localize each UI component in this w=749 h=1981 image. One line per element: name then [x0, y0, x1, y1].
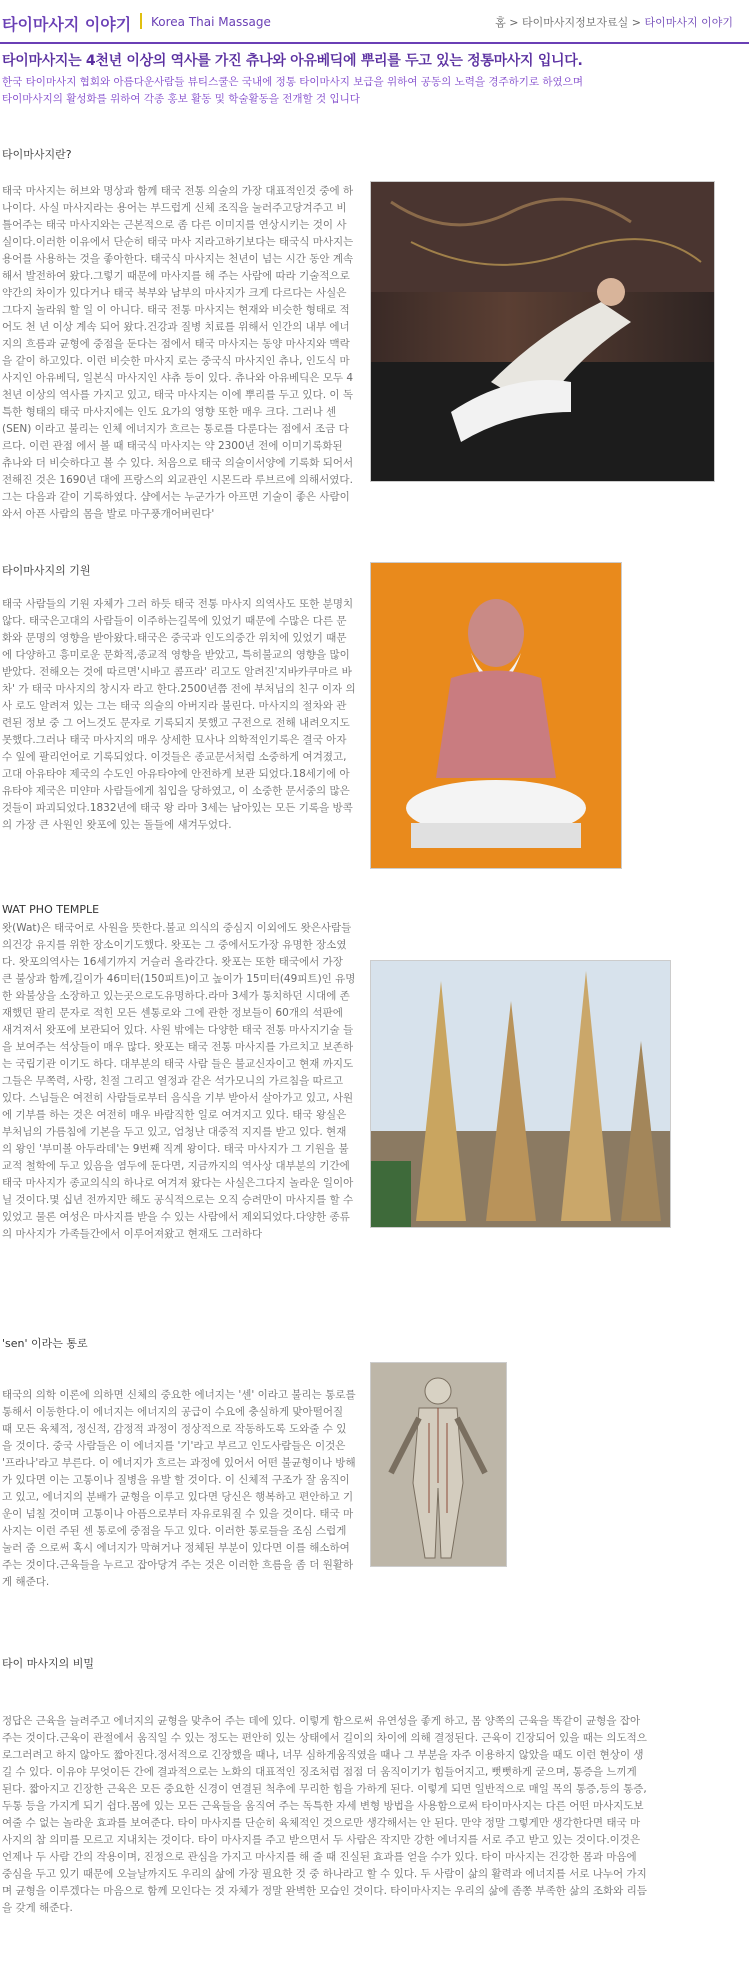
section-title: 타이마사지의 기원 — [2, 564, 91, 577]
paragraph: 태국의 의학 이론에 의하면 신체의 중요한 에너지는 '센' 이라고 불리는 통로를 통해서 이동한다.이 에너지는 에너지의 공급이 수요에 충실하게 맞아떨어질 때 모든 육체적, 정신적, 감정적 과정이 정상적으로 작동하도록 도와줄 수 있을 것이다. 중국 사람들은 이 에너지를 '기'라고 부르고 인도사람들은 이것은 '프라나'라고 부른다. 이 에너지가 흐르는 과정에 있어서 어떤 불균형이나 방해가 있다면 이는 고통이나 질병을 유발 할 것이다. 이 신체적 구조가 잘 움직이고 있고, 에너지의 분배가 균형을 이루고 있다면 당신은 행복하고 편안하고 기운이 넘칠 것이며 고통이나 아픔으로부터 자유로워질 수 있을 것이다. 태국 마사지는 이런 주된 센 통로에 중점을 두고 있다. 이러한 통로들을 조심 스럽게 눌러 줌 으로써 혹시 에너지가 막혀거나 정체된 부분이 있다면 이를 해소하여 주는 것이다.근육들을 누르고 잡아당겨 주는 것은 이러한 흐름을 좀 더 원활하게 해준다. — [2, 1389, 356, 1588]
page-subtitle: Korea Thai Massage — [151, 15, 271, 29]
intro-text — [2, 74, 747, 108]
paragraph: 왓(Wat)은 태국어로 사원을 뜻한다.불교 의식의 중심지 이외에도 왓은사람들의건강 유지를 위한 장소이기도했다. 왓포는 그 중에서도가장 유명한 장소였다. 왓포의역사는 16세기까지 거슬러 올라간다. 왓포는 또한 태국에서 가장 큰 불상과 함께,길이가 46미터(150피트)이고 높이가 15미터(49피트)인 유명한 와불상을 소장하고 있는곳으로도유명하다.라마 3세가 통치하던 시대에 존재했던 팔리 문자로 적힌 모든 센통로와 그에 관한 정보들이 60개의 석판에 새겨져서 왓포에 보관되어 있다. 사원 밖에는 다양한 태국 전통 마사지기술 들을 보여주는 석상들이 매우 많다. 왓포는 태국 전통 마사지를 가르치고 보존하는 국립기관 이기도 하다. 대부분의 태국 사람 들은 불교신자이고 현재 까지도 그들은 무쪽력, 사랑, 친절 그리고 열정과 같은 석가모니의 가르침을 따르고 있다. 스님들은 여전히 사람들로부터 음식을 기부 받아서 살아가고 있고, 사원에 기부를 하는 것은 여전히 매우 바람직한 일로 여겨지고 있다. 태국 왕실은 부처님의 가름침에 기본을 두고 있고, 엄청난 대중적 지지를 받고 있다. 현재의 왕인 '부미볼 아두라데'는 9번째 직계 왕이다. 태국 마사지가 그 기원을 불교적 철학에 두고 있음을 염두에 둔다면, 지금까지의 역사상 대부분의 기간에 태국 마사지가 종교의식의 하나로 여겨져 왔다는 사실은그다지 놀라운 일이아닐 것이다.몇 십년 전까지만 해도 공식적으로는 오직 승려만이 마사지를 할 수 있었고 물론 여성은 마사지를 받을 수 있는 사람에서 제외되었다.다양한 종류의 마사지가 가족들간에서 이루어져왔고 현재도 그러하다 — [2, 922, 356, 1240]
hermit-doctor-statue-photo — [370, 562, 622, 869]
page-header — [0, 0, 749, 44]
intro-line: 한국 타이마사지 협회와 아름다운사람들 뷰티스쿨은 국내에 정통 타이마사지 보급을 위하여 공동의 노력을 경주하기로 하였으며 — [2, 76, 583, 88]
paragraph: 정답은 근육을 늘려주고 에너지의 균형을 맞추어 주는 데에 있다. 이렇게 함으로써 유연성을 좋게 하고, 몸 양쪽의 근육을 똑같이 균형을 잡아주는 것이다.근육이 관절에서 움직일 수 있는 정도는 편안히 있는 상태에서 길이의 차이에 의해 결정된다. 근육이 긴장되어 있을 때는 의도적으로그러려고 하지 않아도 짧아진다.정서적으로 긴장했을 때나, 너무 심하게움직였을 때나 그 부분을 자주 이용하지 않았을 때도 이런 현상이 생길 수 있다. 이유야 무엇이든 간에 결과적으로는 노화의 대표적인 징조처럼 점점 더 움직이기가 힘들어지고, 뻣뻣하게 굳으며, 통증을 느끼게 된다. 짧아지고 긴장한 근육은 모든 중요한 신경이 연결된 척추에 무리한 힘을 가하게 된다. 이렇게 되면 일반적으로 매일 목의 통증,등의 통증,두통 등을 가지게 되기 쉽다.몸에 있는 모든 근육들을 움직여 주는 독특한 자세 변형 방법을 사용함으로써 타이마사지는 다른 어떤 마사지도보여줄 수 없는 놀라운 효과를 보여준다. 타이 마사지를 단순히 육체적인 것으로만 생각해서는 안 된다. 만약 정말 그렇게만 생각한다면 태국 마사지의 참 의미를 모르고 지내치는 것이다. 타이 마사지를 주고 받으면서 두 사람은 작지만 강한 에너지를 서로 주고 받고 있는 것이다.이것은 언제나 두 사람 간의 작용이며, 진정으로 관심을 가지고 마사지를 해 줄 때 진실된 효과를 얻을 수가 있다. 타이 마사지는 건강한 몸과 마음에 중심을 두고 있기 때문에 오늘날까지도 우리의 삶에 가장 필요한 것 중 하나라고 할 수 있다. 두 사람이 삶의 활력과 에너지를 서로 나누어 가지며 균형을 이루겠다는 마음으로 함께 모인다는 것 자체가 정말 완벽한 모습인 것이다. 타이마사지는 우리의 삶에 좀쫑 부족한 삶의 조화와 리듬을 갖게 해준다. — [2, 1715, 647, 1914]
wat-pho-temple-photo — [370, 960, 671, 1228]
breadcrumb-current: 타이마사지 이야기 — [644, 16, 733, 29]
paragraph: 태국 마사지는 허브와 명상과 함께 태국 전통 의술의 가장 대표적인것 중에 하나이다. 사실 마사지라는 용어는 부드럽게 신체 조직을 눌러주고당겨주고 비틀어주는 태국 마사지와는 근본적으로 좀 다른 이미지를 연상시키는 것이 사실이다.이러한 이유에서 단순히 태국 마사 지라고하기보다는 태국식 마사지는 용어를 사용하는 것을 좋아한다. 태국식 마사지는 천년이 넘는 시간 동안 계속해서 발전하여 왔다.그렇기 때문에 마사지를 해 주는 사람에 따라 기술적으로 약간의 차이가 있다거나 태국 북부와 남부의 마사지가 크게 다르다는 사실은 그다지 놀라워 할 일 이 아니다. 태국 전통 마사지는 현재와 비슷한 형태로 적어도 천 년 이상 계속 되어 왔다.건강과 질병 치료를 위해서 인간의 내부 에너지의 흐름과 균형에 중점을 둔다는 점에서 태국 마사지는 동양 마사지와 맥락을 같이 하고있다. 이런 비슷한 마사지 로는 중국식 마사지인 츄나, 인도식 마사지인 아유베딕, 일본식 마사지인 샤츄 등이 있다. 츄나와 아유베딕은 모두 4천년 이상의 역사를 가지고 있고, 태국 마사지는 이에 뿌리를 두고 있다. 이 독특한 형태의 태국 마사지에는 인도 요가의 영향 또한 매우 크다. 그러나 센 (SEN) 이라고 불리는 인체 에너지가 흐르는 통로를 다룬다는 점에서 조금 다르다. 이런 관점 에서 볼 때 태국식 마사지는 약 2300년 전에 이미기록화된 츄나와 더 비슷하다고 볼 수 있다. 처음으로 태국 의술이서양에 기록화 되어서 전해진 것은 1690년 대에 프랑스의 외교관인 시몬드라 루브르에 의해서였다. 그는 다음과 같이 기록하였다. 샴에서는 누군가가 아프면 기술이 좋은 사람이 와서 아픈 사람의 몸을 발로 마구풍개어버린다' — [2, 185, 354, 520]
title-divider — [140, 13, 142, 29]
breadcrumb-separator: > — [509, 16, 519, 29]
breadcrumb — [495, 14, 733, 30]
section-title: WAT PHO TEMPLE — [2, 903, 100, 916]
intro-line: 타이마사지의 활성화를 위하여 각종 홍보 활동 및 학술활동을 전개할 것 입니다 — [2, 93, 360, 105]
section-title: 타이마사지란? — [2, 148, 72, 161]
paragraph: 태국 사람들의 기원 자체가 그러 하듯 태국 전통 마사지 의역사도 또한 분명치 않다. 태국은고대의 사람들이 이주하는길목에 있었기 때문에 수많은 다른 문화와 문명의 영향을 받아왔다.태국은 중국과 인도의중간 위치에 있었기 때문에 다양하고 흥미로운 문화적,종교적 영향을 받았고, 특히불교의 영향을 많이 받았다. 전해오는 것에 따르면'시바고 콤프라' 리고도 알려진'지바카쿠마르 바차' 가 태국 마사지의 창시자 라고 한다.2500년쯤 전에 부처님의 친구 이자 의사 로도 알려져 있는 그는 태국 의술의 아버지라 불린다. 마사지의 절차와 관련된 정보 중 그 어느것도 문자로 기록되지 못했고 구전으로 전해 내려오지도 못했다.그러나 태국 마사지의 매우 상세한 묘사나 의학적인기록은 결국 아자수 잎에 팔리언어로 기록되었다. 이것들은 종교문서처럼 소중하게 여겨졌고, 고대 아유타야 제국의 수도인 아유타야에 안전하게 보관 되었다.18세기에 아유타야 제국은 미얀마 사람들에게 침입을 당하였고, 이 소중한 문서중의 많은 것들이 파괴되었다.1832년에 태국 왕 라마 3세는 남아있는 모든 기록을 방콕의 가장 큰 사원인 왓포에 있는 돌들에 새겨두었다. — [2, 598, 356, 831]
section-body — [2, 183, 356, 518]
section-body — [2, 1387, 356, 1591]
sen-lines-chart-image — [370, 1362, 507, 1567]
section-title: 'sen' 이라는 통로 — [2, 1337, 88, 1350]
section-body — [2, 1713, 647, 1917]
breadcrumb-parent[interactable]: 타이마사지정보자료실 — [522, 16, 629, 29]
thai-massage-stretch-photo — [370, 181, 715, 482]
breadcrumb-home[interactable]: 홈 — [495, 16, 506, 29]
section-title: 타이 마사지의 비밀 — [2, 1657, 95, 1670]
breadcrumb-separator: > — [631, 16, 641, 29]
page-title: 타이마사지 이야기 — [2, 15, 132, 34]
intro-title: 타이마사지는 4천년 이상의 역사를 가진 츄나와 아유베딕에 뿌리를 두고 있는 정통마사지 입니다. — [2, 53, 583, 69]
section-body — [2, 920, 356, 1243]
section-body — [2, 596, 356, 834]
